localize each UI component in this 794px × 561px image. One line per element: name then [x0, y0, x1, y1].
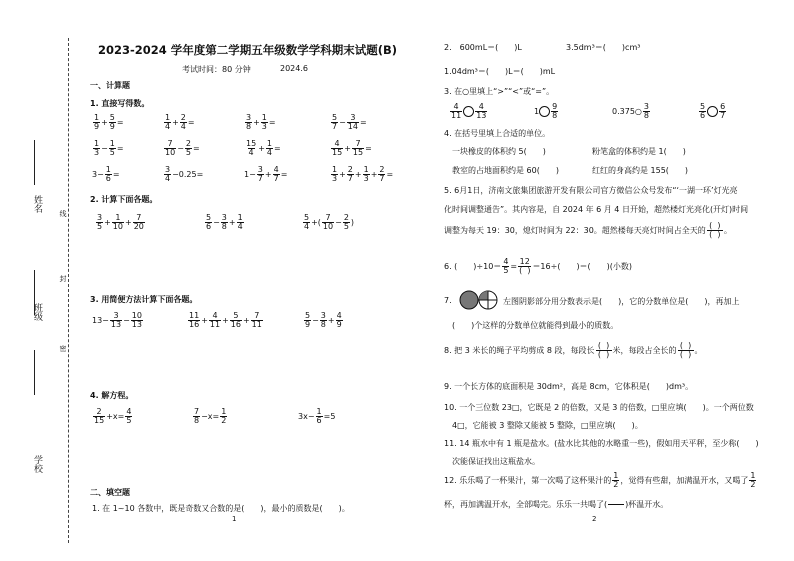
compare-item: $\frac{4}{11}$ $\frac{4}{13}$ — [451, 102, 487, 120]
calc-item: $\frac{15}{4}$ + $\frac{1}{4}$ = — [246, 139, 281, 157]
fill-q7-line2: ( )个这样的分数单位就能得到最小的质数。 — [452, 321, 619, 330]
calc-item: $\frac{5}{7}$ − $\frac{3}{14}$ = — [332, 113, 367, 131]
fill-q7-number: 7. — [444, 296, 452, 305]
fill-q2a: 2. 600mL＝( )L — [444, 43, 522, 52]
binding-line — [34, 350, 35, 395]
calc-item: $\frac{4}{15}$ + $\frac{7}{15}$ = — [332, 139, 372, 157]
calc-item: $\frac{1}{9}$ + $\frac{5}{9}$ = — [94, 113, 124, 131]
section-1-heading: 一、计算题 — [90, 81, 130, 90]
exam-date: 2024.6 — [280, 64, 308, 73]
fill-q4a: 一块橡皮的体积约 5( ) — [452, 147, 546, 156]
fill-q5-line3: 调整为每天 19：30，熄灯时间为 22：30。超然楼每天亮灯时间占全天的 $\frac{( )}{( )}$ 。 — [444, 221, 732, 239]
binding-line — [34, 140, 35, 185]
calc-item: $\frac{5}{9}$ − $\frac{3}{8}$ + $\frac{4}{9}$ — [305, 311, 342, 329]
fraction-circles-figure — [459, 290, 499, 314]
fill-q5-line2: 化时间调整通告”。其内容是，自 2024 年 6 月 4 日开始，超然楼灯光亮化(开灯)时间 — [444, 205, 749, 214]
calc-item: $\frac{5}{4}$ +( $\frac{7}{10}$ − $\frac{2}{5}$ ) — [304, 213, 355, 231]
fill-q3: 3. 在○里填上“>”“<”或“=”。 — [444, 87, 555, 96]
fill-q11-line2: 次能保证找出这瓶盐水。 — [452, 457, 540, 466]
exam-time: 考试时间：80 分钟 — [182, 65, 251, 74]
school-label: 学校 — [32, 455, 42, 473]
fill-q12-line1: 12. 乐乐喝了一杯果汁，第一次喝了这杯果汁的 $\frac{1}{2}$ ，觉得有些甜，加满温开水，又喝了 $\frac{1}{2}$ — [444, 471, 756, 489]
binding-dashed-line — [68, 38, 69, 543]
calc-item: $\frac{5}{6}$ − $\frac{3}{8}$ + $\frac{1}{4}$ — [206, 213, 243, 231]
compare-item: $\frac{5}{6}$ $\frac{6}{7}$ — [700, 102, 726, 120]
calc-item: 13− $\frac{3}{13}$ − $\frac{10}{13}$ — [92, 311, 142, 329]
fill-q7-line1: 左图阴影部分用分数表示是( )，它的分数单位是( )，再加上 — [503, 297, 740, 306]
compare-item: 1 $\frac{9}{8}$ — [534, 102, 558, 120]
fill-q4b: 粉笔盒的体积约是 1( ) — [592, 147, 686, 156]
class-label: 班级 — [32, 303, 42, 321]
q2-heading: 2. 计算下面各题。 — [90, 195, 158, 204]
q4-heading: 4. 解方程。 — [90, 391, 134, 400]
compare-item: 0.375○ $\frac{3}{8}$ — [612, 102, 649, 120]
seal-mark-line: 线 — [59, 210, 67, 217]
fill-q4d: 红红的身高约是 155( ) — [592, 166, 689, 175]
calc-item: 1− $\frac{3}{7}$ + $\frac{4}{7}$ = — [244, 165, 288, 183]
fill-q4c: 教室的占地面积约是 60( ) — [452, 166, 559, 175]
page-number-2: 2 — [592, 515, 597, 523]
calc-item: $\frac{3}{8}$ + $\frac{1}{3}$ = — [246, 113, 276, 131]
calc-item: $\frac{11}{16}$ + $\frac{4}{11}$ + $\frac{5}{16}$ + $\frac{7}{11}$ — [189, 311, 262, 329]
equation: $\frac{7}{8}$ −x= $\frac{1}{2}$ — [194, 407, 227, 425]
equation: $\frac{2}{15}$ +x= $\frac{4}{5}$ — [94, 407, 132, 425]
section-2-heading: 二、填空题 — [90, 488, 130, 497]
fill-q12-line2: 杯，再加满温开水，全部喝完。乐乐一共喝了( )杯温开水。 — [444, 496, 668, 513]
fill-q5-line1: 5. 6月1日，济南文旅集团旅游开发有限公司官方微信公众号发布“‘一湖一环’灯光亮 — [444, 186, 738, 195]
calc-item: $\frac{3}{5}$ + $\frac{1}{10}$ + $\frac{7}{20}$ — [97, 213, 144, 231]
fill-q1: 1. 在 1~10 各数中，既是奇数又合数的是( )，最小的质数是( )。 — [92, 504, 350, 513]
fill-q2c: 1.04dm³＝( )L＝( )mL — [444, 67, 556, 76]
calc-item: $\frac{1}{4}$ + $\frac{2}{4}$ = — [165, 113, 195, 131]
equation: 3x− $\frac{1}{6}$ =5 — [298, 407, 336, 425]
seal-mark-seal: 封 — [59, 275, 67, 282]
fill-q10-line2: 4□，它能被 3 整除又能被 5 整除，□里应填( )。 — [452, 421, 643, 430]
fill-q2b: 3.5dm³＝( )cm³ — [566, 43, 641, 52]
calc-item: $\frac{1}{3}$ + $\frac{2}{7}$ + $\frac{1}{3}$ + $\frac{2}{7}$ = — [332, 165, 394, 183]
name-label: 姓名 — [32, 195, 42, 213]
calc-item: $\frac{1}{3}$ − $\frac{1}{5}$ = — [94, 139, 124, 157]
fill-q10-line1: 10. 一个三位数 23□，它既是 2 的倍数，又是 3 的倍数，□里应填( )。一个两位数 — [444, 403, 754, 412]
fill-q9: 9. 一个长方体的底面积是 30dm²，高是 8cm，它体积是( )dm³。 — [444, 382, 694, 391]
fill-q4: 4. 在括号里填上合适的单位。 — [444, 129, 551, 138]
fill-q6: 6. ( )÷10＝ $\frac{4}{5}$ = $\frac{12}{( )}$ ＝16÷( )＝( )(小数) — [444, 257, 633, 275]
q1-heading: 1. 直接写得数。 — [90, 99, 150, 108]
calc-item: $\frac{3}{4}$ −0.25= — [165, 165, 204, 183]
q3-heading: 3. 用简便方法计算下面各题。 — [90, 295, 198, 304]
fill-q11-line1: 11. 14 瓶水中有 1 瓶是盐水。(盐水比其他的水略重一些)，假如用天平秤，至少称( ) — [444, 439, 759, 448]
calc-item: 3− $\frac{1}{6}$ = — [92, 165, 120, 183]
seal-mark-secret: 密 — [59, 345, 67, 352]
fill-q8: 8. 把 3 米长的绳子平均剪成 8 段，每段长 $\frac{( )}{( )}$ 米，每段占全长的 $\frac{( )}{( )}$ 。 — [444, 341, 703, 359]
exam-title: 2023-2024 学年度第二学期五年级数学学科期末试题(B) — [98, 43, 398, 57]
calc-item: $\frac{7}{10}$ − $\frac{2}{5}$ = — [165, 139, 200, 157]
page-number-1: 1 — [232, 515, 237, 523]
